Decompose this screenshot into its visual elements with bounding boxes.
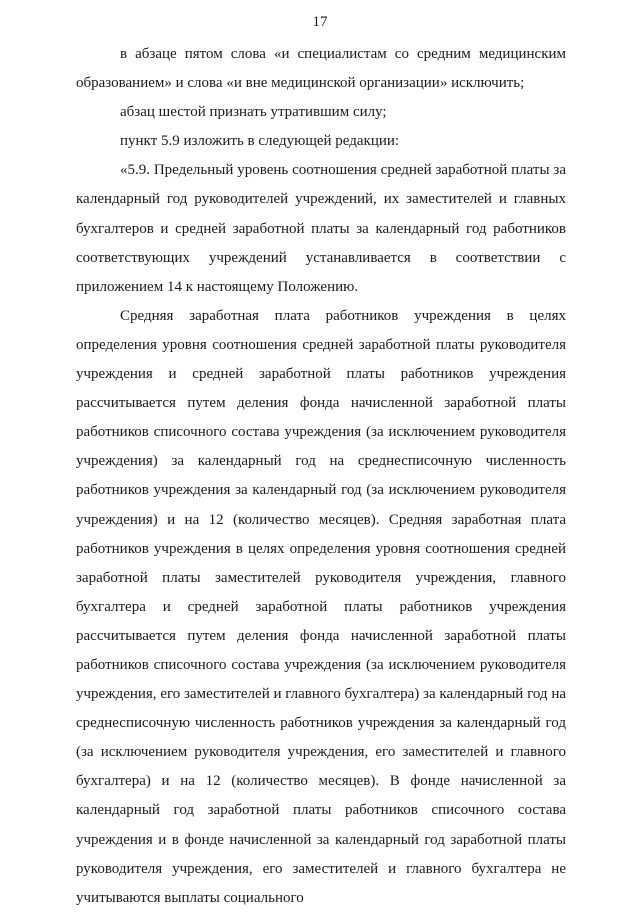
paragraph-1: в абзаце пятом слова «и специалистам со средним медицинским образованием» и слова «и вне медицинской организации» исключить; — [76, 46, 566, 92]
paragraph-2: абзац шестой признать утратившим силу; — [120, 104, 387, 121]
page-number: 17 — [312, 14, 328, 30]
paragraph-3: пункт 5.9 изложить в следующей редакции: — [120, 133, 400, 150]
document-body — [76, 40, 566, 913]
paragraph-4: «5.9. Предельный уровень соотношения средней заработной платы за календарный год руководителей учреждений, их заместителей и главных бухгалтеров и средней заработной платы за календарный год работников соответствующих учреждений устанавливается в соответствии с приложением 14 к настоящему Положению. — [76, 162, 566, 295]
paragraph-5: Средняя заработная плата работников учреждения в целях определения уровня соотношения средней заработной платы руководителя учреждения и средней заработной платы работников учреждения рассчитывается путем деления фонда начисленной заработной платы работников списочного состава учреждения (за исключением руководителя учреждения) за календарный год на среднесписочную численность работников учреждения за календарный год (за исключением руководителя учреждения) и на 12 (количество месяцев). Средняя заработная плата работников учреждения в целях определения уровня соотношения средней заработной платы заместителей руководителя учреждения, главного бухгалтера и средней заработной платы работников учреждения рассчитывается путем деления фонда начисленной заработной платы работников списочного состава учреждения (за исключением руководителя учреждения, его заместителей и главного бухгалтера) за календарный год на среднесписочную численность работников учреждения за календарный год (за исключением руководителя учреждения, его заместителей и главного бухгалтера) и на 12 (количество месяцев). В фонде начисленной за календарный год заработной платы работников списочного состава учреждения и в фонде начисленной за календарный год заработной платы руководителя учреждения, его заместителей и главного бухгалтера не учитываются выплаты социального — [76, 307, 566, 906]
